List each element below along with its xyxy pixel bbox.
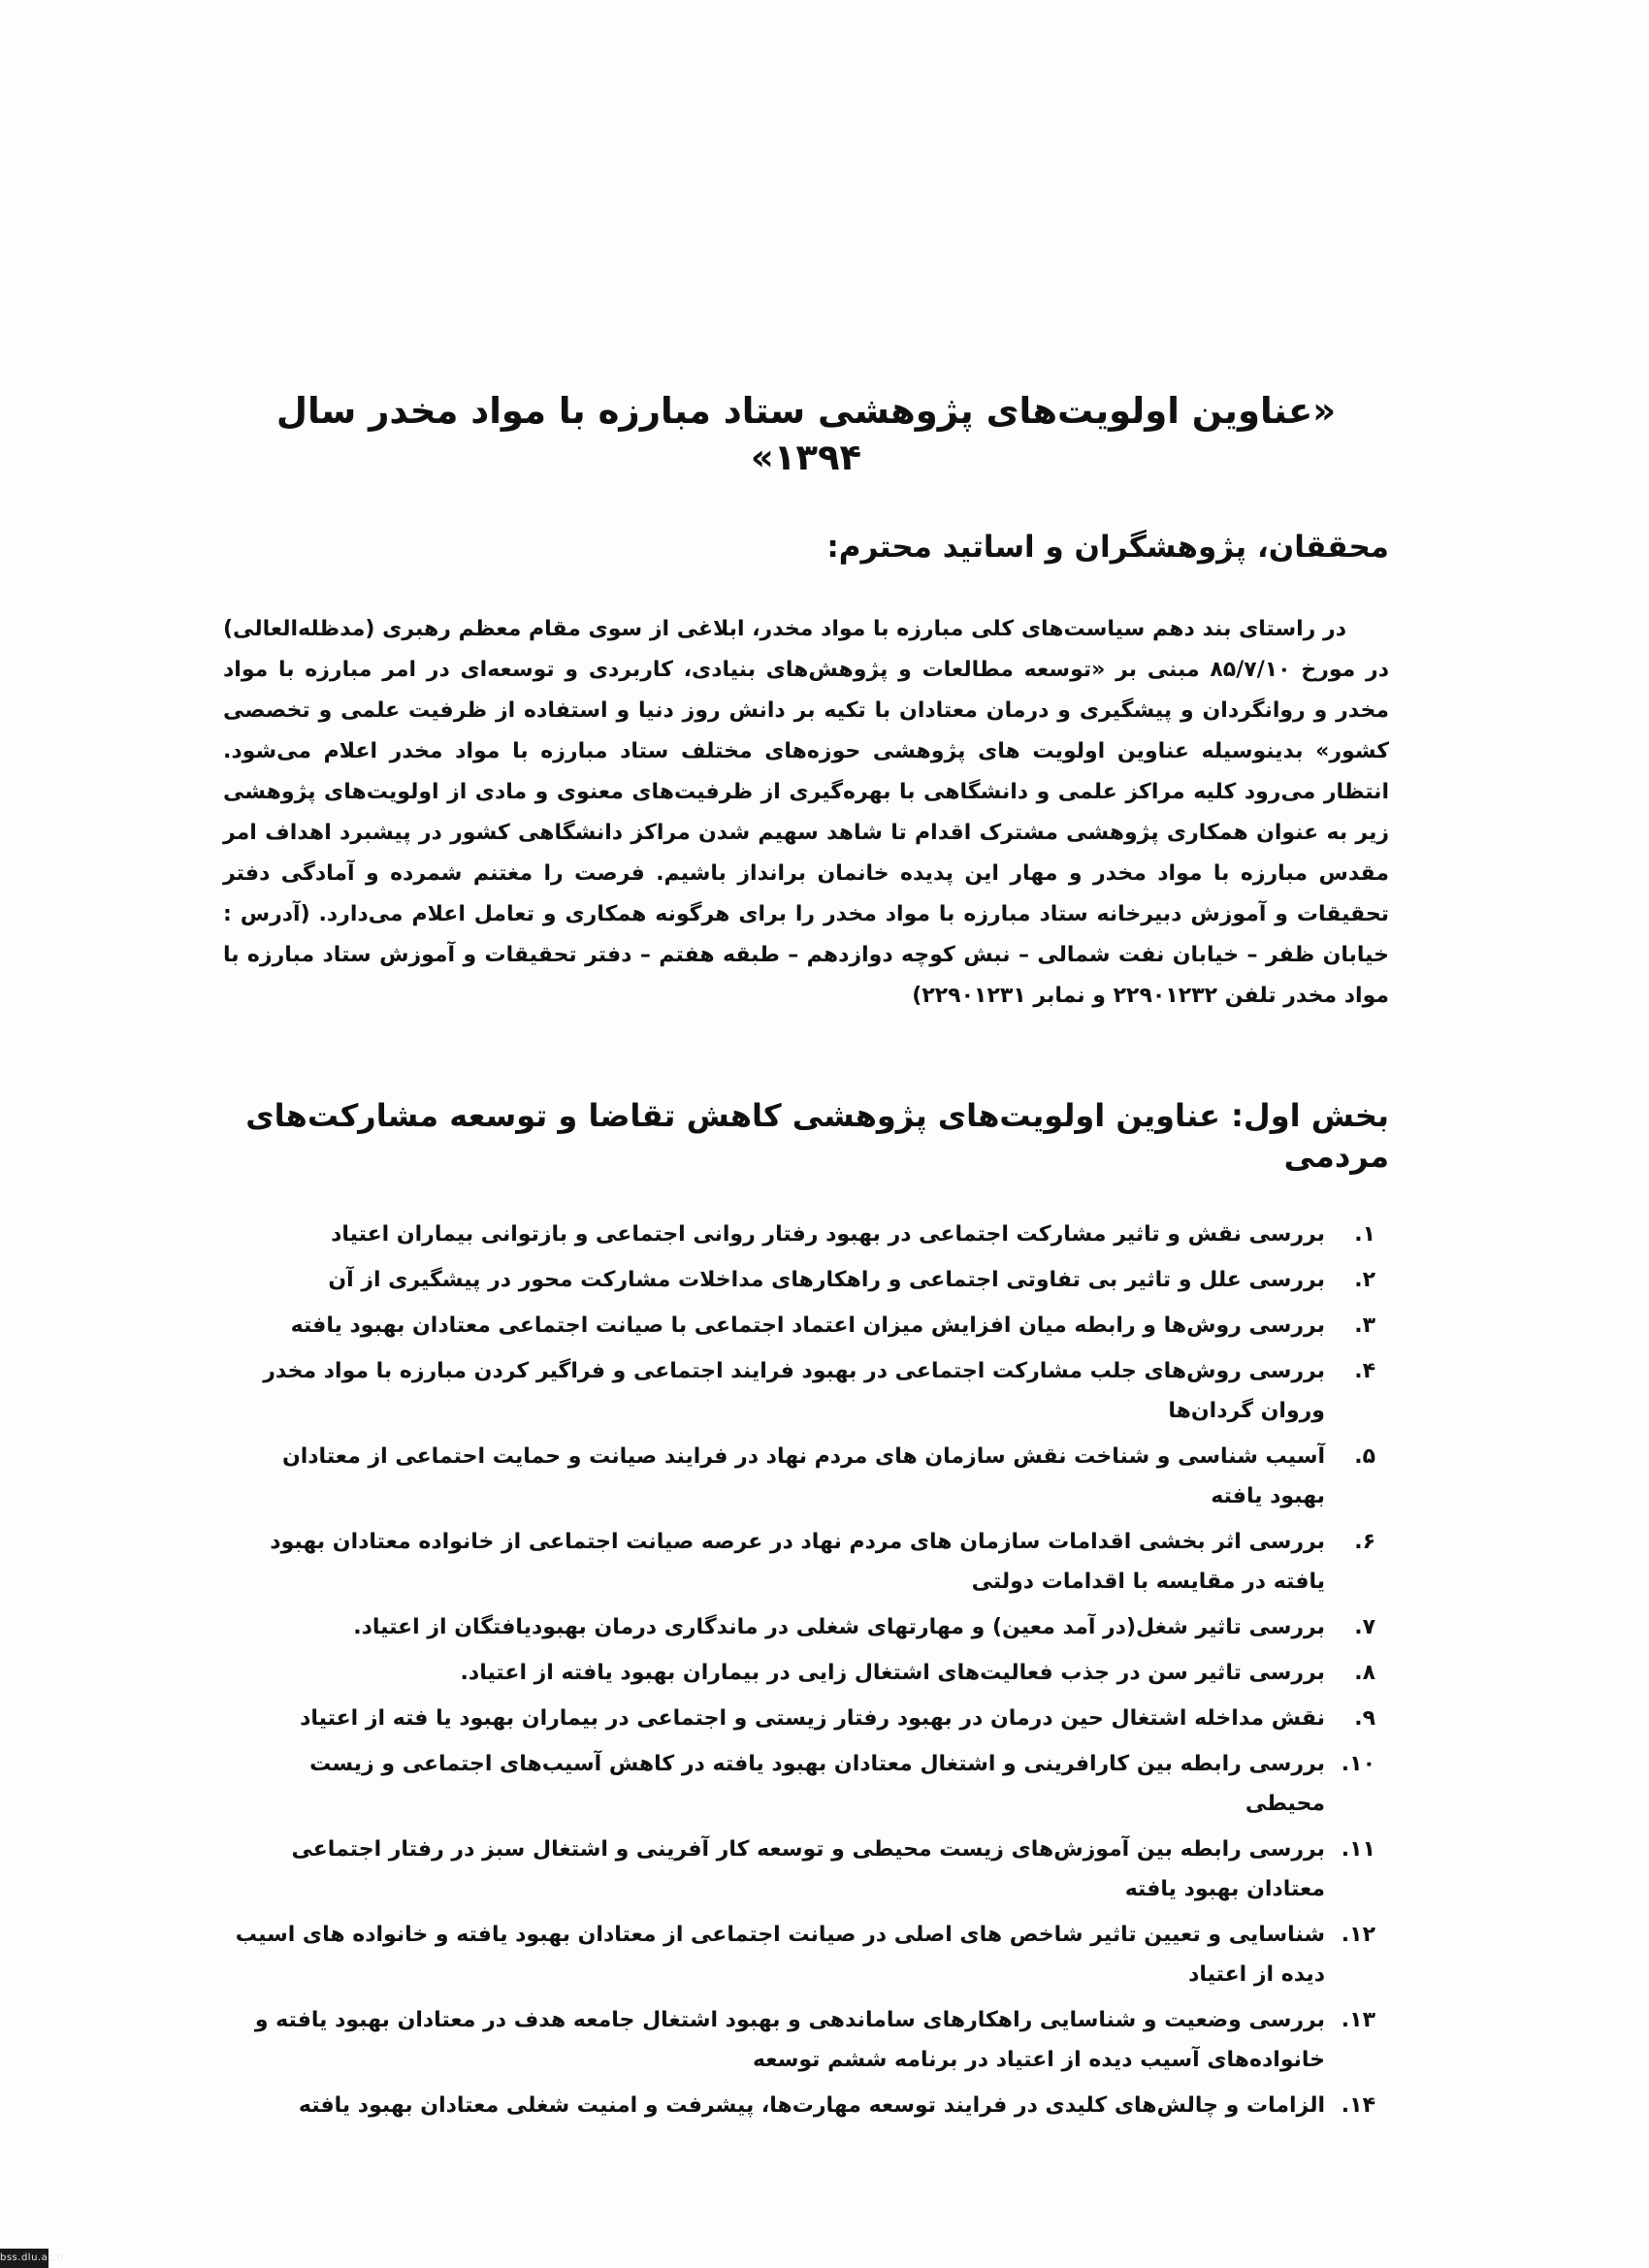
item-number: ۷. xyxy=(1354,1614,1375,1639)
intro-paragraph: در راستای بند دهم سیاست‌های کلی مبارزه با مواد مخدر، ابلاغی از سوی مقام معظم رهبری (مدظله‌العالی) در مورخ ۸۵/۷/۱۰ مبنی بر «توسعه مطالعات و پژوهش‌های بنیادی، کاربردی و توسعه‌ای در امر مبارزه با مواد مخدر و روانگردان و پیشگیری و درمان معتادان با تکیه بر دانش روز دنیا و استفاده از ظرفیت علمی و تخصصی کشور» بدینوسیله عناوین اولویت های پژوهشی حوزه‌های مختلف ستاد مبارزه با مواد مخدر اعلام می‌شود. انتظار می‌رود کلیه مراکز علمی و دانشگاهی با بهره‌گیری از ظرفیت‌های معنوی و مادی از اولویت‌های پژوهشی زیر به عنوان همکاری پژوهشی مشترک اقدام تا شاهد سهیم شدن مراکز دانشگاهی کشور در پیشبرد اهداف امر مقدس مبارزه با مواد مخدر و مهار این پدیده خانمان برانداز باشیم. فرصت را مغتنم شمرده و آمادگی دفتر تحقیقات و آموزش دبیرخانه ستاد مبارزه با مواد مخدر را برای هرگونه همکاری و تعامل اعلام می‌دارد. (آدرس : خیابان ظفر – خیابان نفت شمالی – نبش کوچه دوازدهم – طبقه هفتم – دفتر تحقیقات و آموزش ستاد مبارزه با مواد مخدر تلفن ۲۲۹۰۱۲۳۲ و نمابر ۲۲۹۰۱۲۳۱) xyxy=(223,617,1389,1009)
list-item xyxy=(223,1306,1389,1345)
item-text: بررسی روش‌های جلب مشارکت اجتماعی در بهبود فرایند اجتماعی و فراگیر کردن مبارزه با مواد مخدر وروان گردان‌ها xyxy=(263,1358,1325,1423)
list-item xyxy=(223,1607,1389,1647)
item-number: ۱۲. xyxy=(1341,1922,1375,1947)
list-item xyxy=(223,1260,1389,1300)
document-body xyxy=(223,388,1389,2131)
list-item xyxy=(223,1915,1389,1994)
list-item xyxy=(223,1744,1389,1824)
item-number: ۱۴. xyxy=(1341,2092,1375,2118)
list-item xyxy=(223,1215,1389,1254)
list-item xyxy=(223,2000,1389,2080)
item-text: بررسی وضعیت و شناسایی راهکارهای ساماندهی و بهبود اشتغال جامعه هدف در معتادان بهبود یافته و خانواده‌های آسیب دیده از اعتیاد در برنامه ششم توسعه xyxy=(254,2007,1325,2072)
priority-list xyxy=(223,1215,1389,2125)
section-title: بخش اول: عناوین اولویت‌های پژوهشی کاهش تقاضا و توسعه مشارکت‌های مردمی xyxy=(245,1097,1389,1176)
list-item xyxy=(223,1522,1389,1602)
item-number: ۱۰. xyxy=(1341,1751,1375,1776)
item-text: بررسی تاثیر شغل(در آمد معین) و مهارتهای شغلی در ماندگاری درمان بهبودیافتگان از اعتیاد. xyxy=(353,1614,1325,1639)
item-text: بررسی روش‌ها و رابطه میان افزایش میزان اعتماد اجتماعی با صیانت اجتماعی معتادان بهبود یافته xyxy=(290,1312,1325,1338)
item-number: ۱۱. xyxy=(1341,1836,1375,1862)
item-number: ۹. xyxy=(1354,1705,1375,1731)
list-item xyxy=(223,1653,1389,1693)
item-text: آسیب شناسی و شناخت نقش سازمان های مردم نهاد در فرایند صیانت و حمایت احتماعی از معتادان بهبود یافته xyxy=(281,1443,1325,1508)
item-number: ۱۳. xyxy=(1341,2007,1375,2032)
item-number: ۶. xyxy=(1354,1529,1375,1554)
item-number: ۴. xyxy=(1354,1358,1375,1383)
item-text: بررسی تاثیر سن در جذب فعالیت‌های اشتغال زایی در بیماران بهبود یافته از اعتیاد. xyxy=(460,1660,1325,1685)
site-watermark: bss.dlu.ac.ir xyxy=(0,2249,48,2268)
list-item xyxy=(223,1437,1389,1516)
list-item xyxy=(223,1351,1389,1431)
item-text: بررسی اثر بخشی اقدامات سازمان های مردم نهاد در عرصه صیانت اجتماعی از خانواده معتادان بهبود یافته در مقایسه با اقدامات دولتی xyxy=(270,1529,1325,1594)
list-item xyxy=(223,2086,1389,2125)
item-number: ۲. xyxy=(1354,1267,1375,1292)
list-item xyxy=(223,1699,1389,1738)
list-item xyxy=(223,1830,1389,1909)
document-title: «عناوین اولویت‌های پژوهشی ستاد مبارزه با مواد مخدر سال ۱۳۹۴» xyxy=(275,390,1337,479)
item-text: بررسی رابطه بین کارافرینی و اشتغال معتادان بهبود یافته در کاهش آسیب‌های اجتماعی و زیست محیطی xyxy=(309,1751,1325,1816)
item-text: بررسی علل و تاثیر بی تفاوتی اجتماعی و راهکارهای مداخلات مشارکت محور در پیشگیری از آن xyxy=(328,1267,1325,1292)
item-number: ۵. xyxy=(1354,1443,1375,1469)
salutation: محققان، پژوهشگران و اساتید محترم: xyxy=(826,530,1389,566)
item-text: بررسی رابطه بین آموزش‌های زیست محیطی و توسعه کار آفرینی و اشتغال سبز در رفتار اجتماعی معتادان بهبود یافته xyxy=(291,1836,1325,1901)
item-number: ۸. xyxy=(1354,1660,1375,1685)
item-number: ۳. xyxy=(1354,1312,1375,1338)
item-text: نقش مداخله اشتغال حین درمان در بهبود رفتار زیستی و اجتماعی در بیماران بهبود یا فته از اعتیاد xyxy=(300,1705,1325,1731)
item-text: شناسایی و تعیین تاثیر شاخص های اصلی در صیانت اجتماعی از معتادان بهبود یافته و خانواده های اسیب دیده از اعتیاد xyxy=(235,1922,1325,1987)
item-number: ۱. xyxy=(1354,1221,1375,1247)
item-text: بررسی نقش و تاثیر مشارکت اجتماعی در بهبود رفتار روانی اجتماعی و بازتوانی بیماران اعتیاد xyxy=(331,1221,1325,1247)
item-text: الزامات و چالش‌های کلیدی در فرایند توسعه مهارت‌ها، پیشرفت و امنیت شغلی معتادان بهبود یافته xyxy=(298,2092,1325,2118)
